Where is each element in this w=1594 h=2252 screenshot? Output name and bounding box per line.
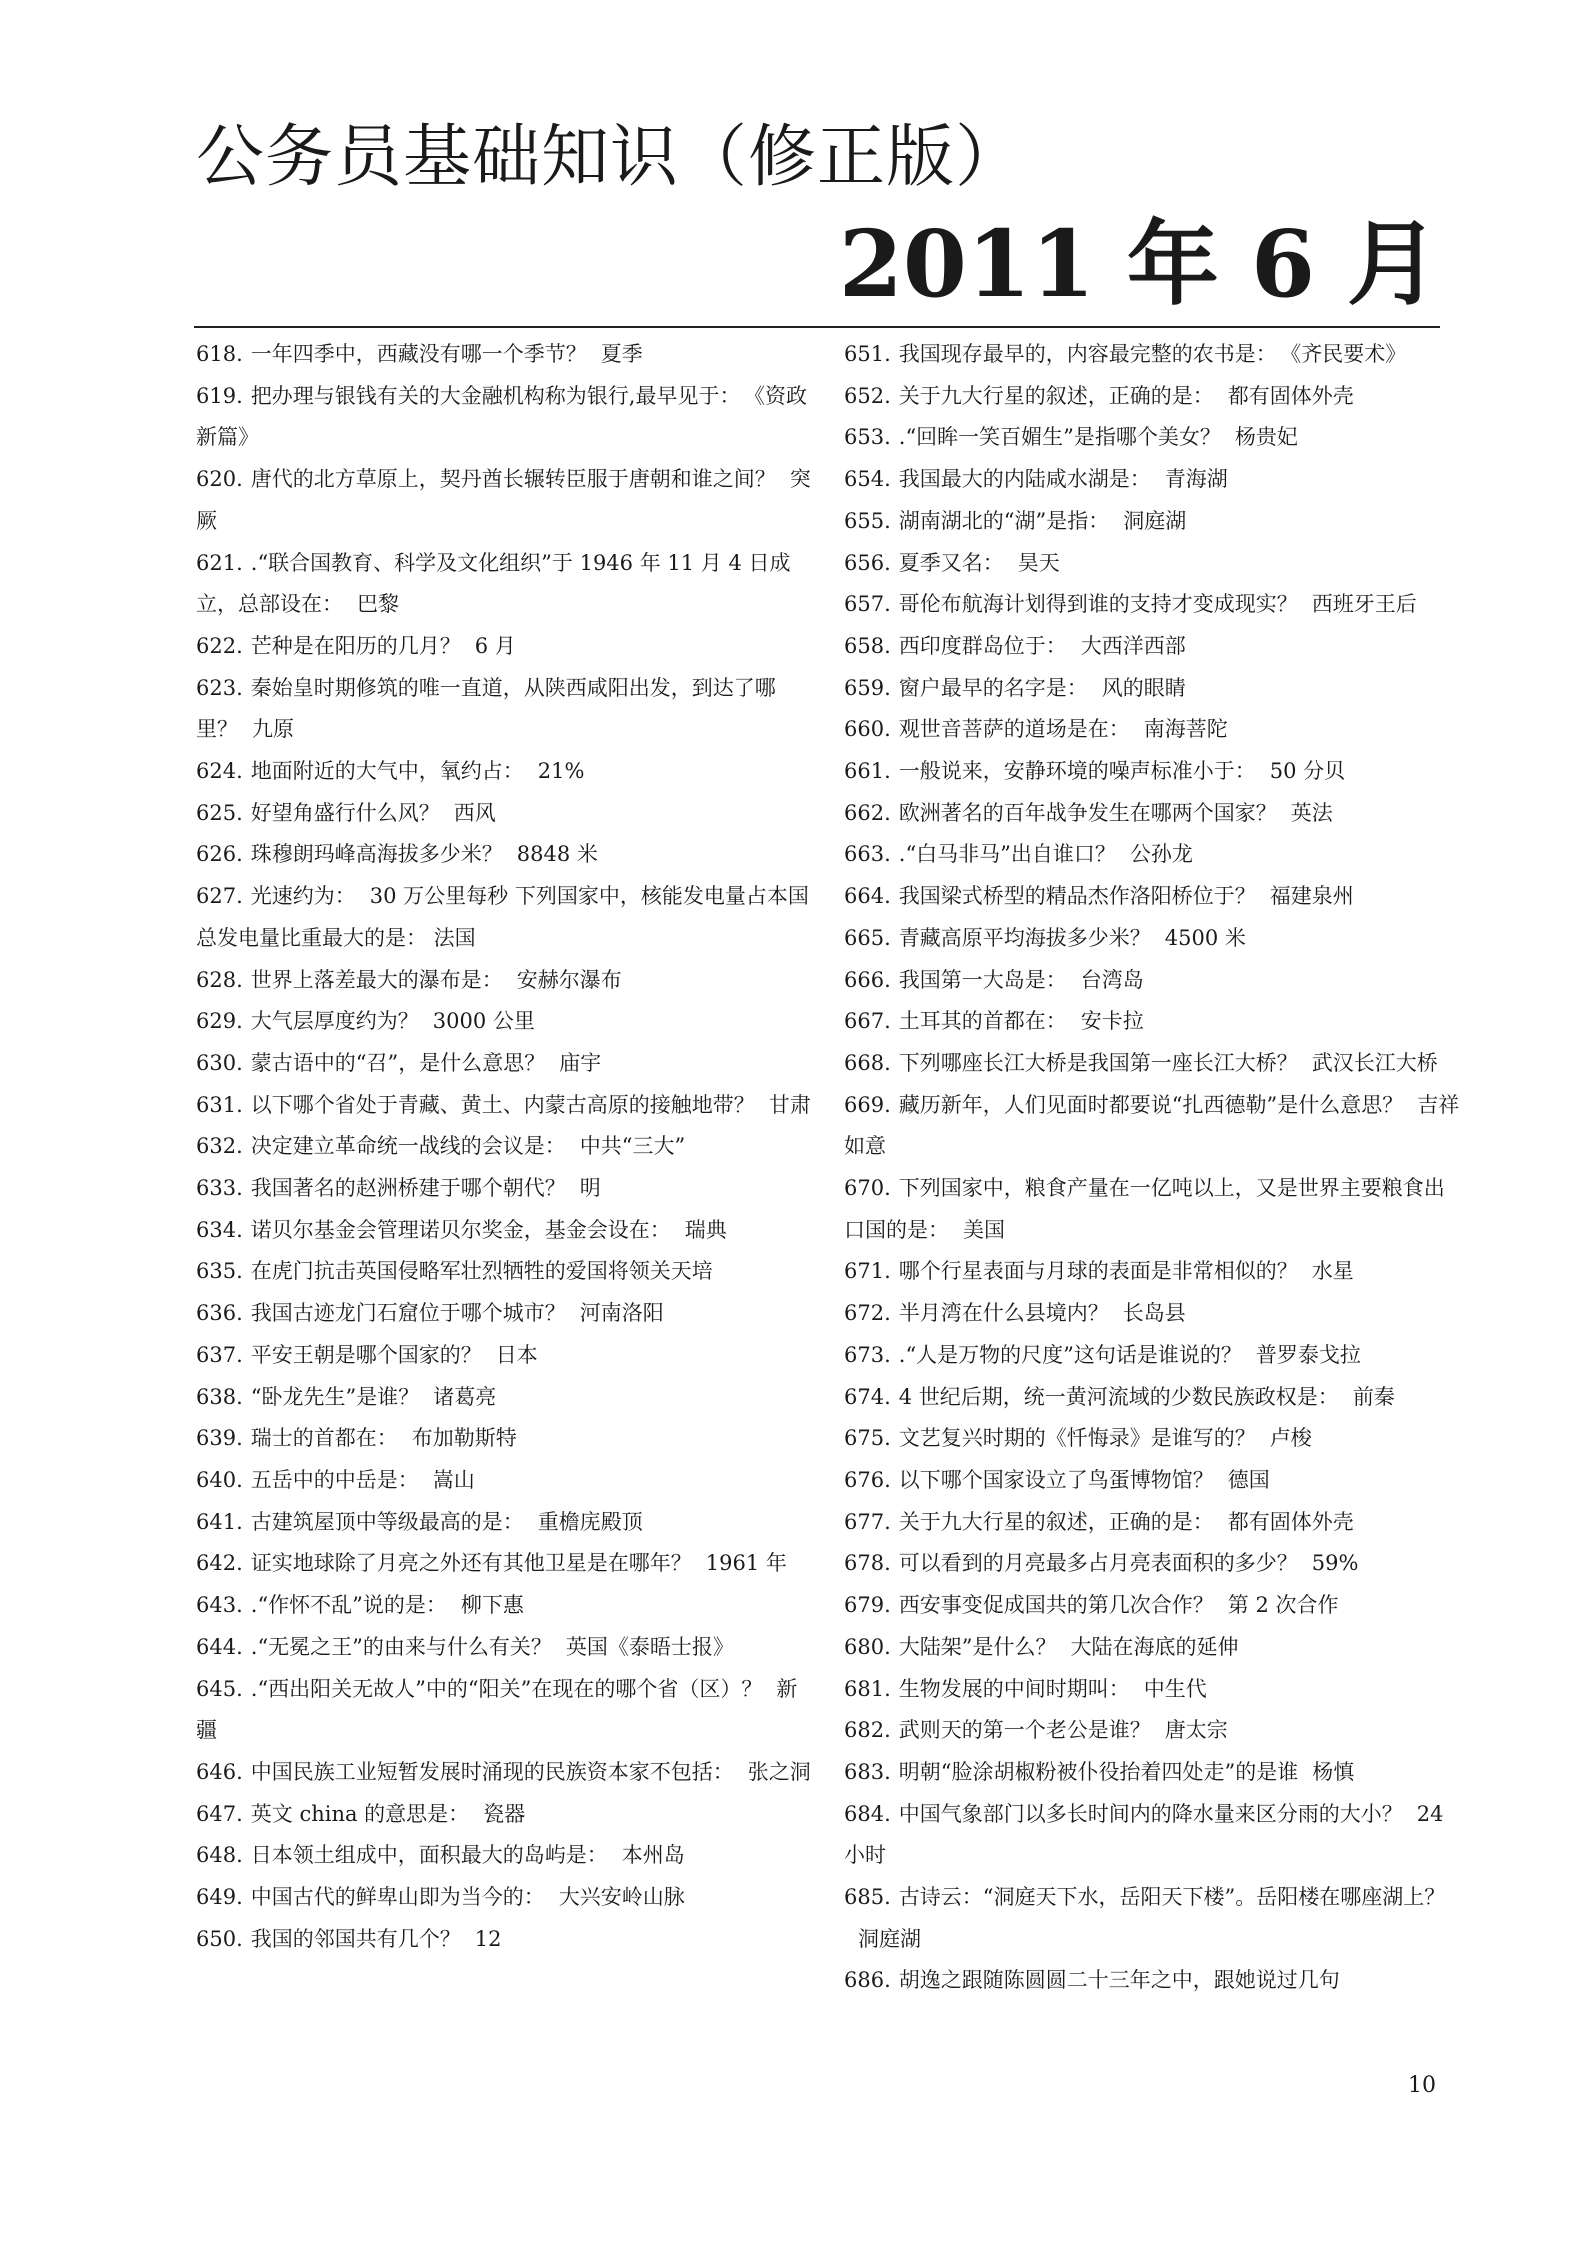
question-item (196, 1669, 816, 1752)
question-text: 西印度群岛位于： (898, 633, 1067, 658)
question-number: 659. (844, 675, 891, 700)
question-item (196, 1210, 816, 1252)
question-text: 芒种是在阳历的几月？ (250, 633, 461, 658)
answer-text: 南海菩陀 (1143, 717, 1228, 742)
question-text: 把办理与银钱有关的大金融机构称为银行,最早见于： (250, 383, 741, 408)
question-number: 632. (196, 1134, 243, 1159)
question-item (844, 1001, 1464, 1043)
question-item (844, 1251, 1464, 1293)
question-number: 656. (844, 550, 891, 575)
question-text: 我国著名的赵洲桥建于哪个朝代？ (250, 1176, 566, 1201)
question-text: .“回眸一笑百媚生”是指哪个美女？ (898, 425, 1221, 450)
answer-text: 大陆在海底的延伸 (1070, 1634, 1239, 1659)
question-item (196, 543, 816, 626)
question-text: 欧洲著名的百年战争发生在哪两个国家？ (898, 800, 1277, 825)
question-item (844, 1585, 1464, 1627)
question-item (196, 1794, 816, 1836)
question-item (196, 1502, 816, 1544)
answer-text: 英法 (1290, 800, 1333, 825)
question-item (844, 1293, 1464, 1335)
question-number: 657. (844, 592, 891, 617)
question-number: 675. (844, 1426, 891, 1451)
question-text: 下列哪座长江大桥是我国第一座长江大桥？ (898, 1050, 1298, 1075)
answer-text: 水星 (1311, 1259, 1354, 1284)
question-item (196, 334, 816, 376)
question-text: 秦始皇时期修筑的唯一直道，从陕西咸阳出发，到达了哪里？ (196, 675, 776, 742)
question-text: 蒙古语中的“召”，是什么意思？ (250, 1050, 546, 1075)
question-number: 654. (844, 467, 891, 492)
question-number: 636. (196, 1301, 243, 1326)
question-number: 619. (196, 383, 243, 408)
question-text: .“人是万物的尺度”这句话是谁说的？ (898, 1342, 1242, 1367)
question-item (844, 1752, 1464, 1794)
question-text: 中国民族工业短暂发展时涌现的民族资本家不包括： (250, 1759, 734, 1784)
answer-text: 巴黎 (357, 592, 399, 617)
question-item (844, 1877, 1464, 1960)
question-item (844, 918, 1464, 960)
question-number: 668. (844, 1050, 891, 1075)
question-text: 我国的邻国共有几个？ (250, 1926, 461, 1951)
answer-text: 九原 (252, 717, 294, 742)
answer-text: 柳下惠 (460, 1593, 524, 1618)
question-item (844, 1460, 1464, 1502)
question-item (844, 584, 1464, 626)
question-number: 658. (844, 633, 891, 658)
question-number: 664. (844, 884, 891, 909)
question-item (196, 1335, 816, 1377)
question-number: 653. (844, 425, 891, 450)
question-item (844, 1627, 1464, 1669)
question-text: 大气层厚度约为？ (250, 1009, 419, 1034)
question-text: 观世音菩萨的道场是在： (898, 717, 1130, 742)
question-item (196, 459, 816, 542)
answer-text: 新疆 (196, 1676, 798, 1743)
answer-text: 24 小时 (844, 1801, 1444, 1868)
question-item (844, 1502, 1464, 1544)
answer-text: 杨贵妃 (1234, 425, 1298, 450)
question-item (196, 1877, 816, 1919)
question-number: 629. (196, 1009, 243, 1034)
question-item (844, 793, 1464, 835)
answer-text: 德国 (1227, 1467, 1270, 1492)
question-text: 古建筑屋顶中等级最高的是： (250, 1509, 524, 1534)
answer-text: 重檐庑殿顶 (537, 1509, 643, 1534)
question-number: 638. (196, 1384, 243, 1409)
question-number: 627. (196, 884, 243, 909)
question-text: 好望角盛行什么风？ (250, 800, 440, 825)
answer-text: 前秦 (1352, 1384, 1395, 1409)
question-number: 645. (196, 1676, 243, 1701)
question-number: 676. (844, 1467, 891, 1492)
question-number: 672. (844, 1301, 891, 1326)
question-text: 可以看到的月亮最多占月亮表面积的多少？ (898, 1551, 1298, 1576)
question-text: .“白马非马”出自谁口？ (898, 842, 1116, 867)
question-number: 663. (844, 842, 891, 867)
answer-text: 庙宇 (559, 1050, 602, 1075)
question-text: 在虎门抗击英国侵略军壮烈牺牲的爱国将领关天培 (250, 1259, 713, 1284)
question-item (196, 834, 816, 876)
question-number: 643. (196, 1593, 243, 1618)
question-item (196, 793, 816, 835)
question-number: 669. (844, 1092, 891, 1117)
question-item (844, 626, 1464, 668)
question-text: 夏季又名： (898, 550, 1004, 575)
question-number: 641. (196, 1509, 243, 1534)
answer-text: 洞庭湖 (858, 1926, 921, 1951)
question-number: 637. (196, 1342, 243, 1367)
answer-text: 风的眼睛 (1101, 675, 1186, 700)
question-item (844, 960, 1464, 1002)
question-number: 666. (844, 967, 891, 992)
question-text: 关于九大行星的叙述，正确的是： (898, 383, 1214, 408)
answer-text: 瑞典 (684, 1217, 727, 1242)
question-item (196, 1085, 816, 1127)
answer-text: 12 (474, 1926, 502, 1951)
answer-text: 普罗泰戈拉 (1255, 1342, 1361, 1367)
question-text: 窗户最早的名字是： (898, 675, 1088, 700)
question-text: “卧龙先生”是谁？ (250, 1384, 420, 1409)
question-number: 626. (196, 842, 243, 867)
question-number: 644. (196, 1634, 243, 1659)
question-text: 生物发展的中间时期叫： (898, 1676, 1130, 1701)
question-item (844, 1669, 1464, 1711)
answer-text: 中生代 (1143, 1676, 1207, 1701)
question-number: 686. (844, 1968, 891, 1993)
answer-text: 武汉长江大桥 (1311, 1050, 1438, 1075)
answer-text: 卢梭 (1269, 1426, 1312, 1451)
question-item (844, 417, 1464, 459)
answer-text: 《资政新篇》 (196, 383, 807, 450)
question-text: 决定建立革命统一战线的会议是： (250, 1134, 566, 1159)
question-item (196, 1543, 816, 1585)
answer-text: 瓷器 (483, 1801, 526, 1826)
question-text: 中国古代的鲜卑山即为当今的： (250, 1885, 545, 1910)
question-item (844, 876, 1464, 918)
answer-text: 夏季 (600, 342, 643, 366)
answer-text: 台湾岛 (1080, 967, 1144, 992)
question-item (844, 668, 1464, 710)
question-number: 655. (844, 508, 891, 533)
answer-text: 21% (537, 759, 585, 784)
question-item (196, 626, 816, 668)
question-text: 湖南湖北的“湖”是指： (898, 508, 1110, 533)
question-item (844, 1085, 1464, 1168)
right-question-column (844, 334, 1464, 2002)
question-text: 诺贝尔基金会管理诺贝尔奖金，基金会设在： (250, 1217, 671, 1242)
answer-text: 吉祥如意 (844, 1092, 1460, 1159)
question-item (196, 1251, 816, 1293)
question-number: 621. (196, 550, 243, 575)
answer-text: 6 月 (474, 633, 516, 658)
question-text: 我国古迹龙门石窟位于哪个城市？ (250, 1301, 566, 1326)
answer-text: 中共“三大” (579, 1134, 686, 1159)
answer-text: 美国 (963, 1217, 1005, 1242)
answer-text: 都有固体外壳 (1227, 383, 1354, 408)
answer-text: 50 分贝 (1269, 759, 1346, 784)
question-item (196, 1126, 816, 1168)
question-item (196, 1001, 816, 1043)
question-text: 青藏高原平均海拔多少米？ (898, 925, 1151, 950)
question-number: 660. (844, 717, 891, 742)
question-number: 671. (844, 1259, 891, 1284)
answer-text: 英国《泰晤士报》 (565, 1634, 734, 1659)
answer-text: 安卡拉 (1080, 1009, 1144, 1034)
answer-text: 杨慎 (1312, 1759, 1355, 1784)
answer-text: 福建泉州 (1269, 884, 1354, 909)
question-number: 634. (196, 1217, 243, 1242)
question-item (196, 1293, 816, 1335)
question-text: 半月湾在什么县境内？ (898, 1301, 1109, 1326)
question-item (196, 1752, 816, 1794)
question-item (844, 709, 1464, 751)
page-number: 10 (1408, 2073, 1436, 2098)
question-number: 673. (844, 1342, 891, 1367)
question-text: 光速约为： (250, 884, 356, 909)
question-item (844, 334, 1464, 376)
question-item (844, 1043, 1464, 1085)
question-text: .“西出阳关无故人”中的“阳关”在现在的哪个省（区）？ (250, 1676, 763, 1701)
question-item (196, 960, 816, 1002)
question-number: 639. (196, 1426, 243, 1451)
question-item (844, 1543, 1464, 1585)
question-number: 661. (844, 759, 891, 784)
question-text: 武则天的第一个老公是谁？ (898, 1718, 1151, 1743)
question-item (844, 751, 1464, 793)
question-item (196, 376, 816, 459)
answer-text: 诸葛亮 (433, 1384, 497, 1409)
question-text: 我国最大的内陆咸水湖是： (898, 467, 1151, 492)
answer-text: 3000 公里 (432, 1009, 535, 1034)
answer-text: 长岛县 (1122, 1301, 1186, 1326)
question-item (196, 1168, 816, 1210)
question-number: 628. (196, 967, 243, 992)
question-text: 土耳其的首都在： (898, 1009, 1067, 1034)
question-item (196, 876, 816, 959)
question-number: 679. (844, 1593, 891, 1618)
question-number: 630. (196, 1050, 243, 1075)
question-text: 以下哪个省处于青藏、黄土、内蒙古高原的接触地带？ (250, 1092, 755, 1117)
answer-text: 第 2 次合作 (1227, 1593, 1339, 1618)
question-text: 哪个行星表面与月球的表面是非常相似的？ (898, 1259, 1298, 1284)
question-text: 日本领土组成中，面积最大的岛屿是： (250, 1843, 608, 1868)
question-text: 哥伦布航海计划得到谁的支持才变成现实？ (898, 592, 1298, 617)
question-item (196, 1835, 816, 1877)
question-number: 650. (196, 1926, 243, 1951)
answer-text: 昊天 (1017, 550, 1060, 575)
answer-text: 公孙龙 (1129, 842, 1193, 867)
question-item (844, 501, 1464, 543)
answer-text: 青海湖 (1164, 467, 1228, 492)
question-number: 625. (196, 800, 243, 825)
question-item (844, 1418, 1464, 1460)
question-text: 中国气象部门以多长时间内的降水量来区分雨的大小？ (898, 1801, 1403, 1826)
answer-text: 嵩山 (432, 1467, 475, 1492)
question-number: 649. (196, 1885, 243, 1910)
question-item (844, 1794, 1464, 1877)
question-item (844, 459, 1464, 501)
question-text: 以下哪个国家设立了鸟蛋博物馆？ (898, 1467, 1214, 1492)
question-text: 4 世纪后期，统一黄河流域的少数民族政权是： (898, 1384, 1339, 1409)
question-text: 世界上落差最大的瀑布是： (250, 967, 503, 992)
question-number: 674. (844, 1384, 891, 1409)
question-text: 平安王朝是哪个国家的？ (250, 1342, 482, 1367)
question-number: 651. (844, 342, 891, 366)
question-text: .“联合国教育、科学及文化组织”于 1946 年 11 月 4 日成立，总部设在： (196, 550, 791, 617)
question-text: 藏历新年，人们见面时都要说“扎西德勒”是什么意思？ (898, 1092, 1404, 1117)
question-item (196, 1460, 816, 1502)
question-text: .“无冕之王”的由来与什么有关？ (250, 1634, 552, 1659)
question-text: 我国第一大岛是： (898, 967, 1067, 992)
question-number: 685. (844, 1885, 891, 1910)
answer-text: 西班牙王后 (1311, 592, 1417, 617)
answer-text: 唐太宗 (1164, 1718, 1228, 1743)
document-date: 2011 年 6 月 (838, 210, 1439, 318)
question-item (196, 1627, 816, 1669)
question-number: 633. (196, 1176, 243, 1201)
answer-text: 59% (1311, 1551, 1359, 1576)
answer-text: 张之洞 (747, 1759, 811, 1784)
question-text: 我国现存最早的，内容最完整的农书是： (898, 342, 1277, 366)
question-number: 678. (844, 1551, 891, 1576)
question-text: 我国梁式桥型的精品杰作洛阳桥位于？ (898, 884, 1256, 909)
answer-text: 本州岛 (621, 1843, 685, 1868)
question-number: 631. (196, 1092, 243, 1117)
question-text: 关于九大行星的叙述，正确的是： (898, 1509, 1214, 1534)
question-number: 684. (844, 1801, 891, 1826)
question-item (844, 1710, 1464, 1752)
question-text: 古诗云：“洞庭天下水，岳阳天下楼”。岳阳楼在哪座湖上？ (898, 1885, 1446, 1910)
document-title: 公务员基础知识（修正版） (196, 118, 1025, 197)
question-text: 英文 china 的意思是： (250, 1801, 470, 1826)
question-item (196, 1585, 816, 1627)
question-item (844, 1168, 1464, 1251)
question-text: 珠穆朗玛峰高海拔多少米？ (250, 842, 503, 867)
question-number: 640. (196, 1467, 243, 1492)
answer-text: 布加勒斯特 (411, 1426, 517, 1451)
question-number: 618. (196, 342, 243, 366)
question-number: 682. (844, 1718, 891, 1743)
question-item (196, 1418, 816, 1460)
answer-text: 大兴安岭山脉 (558, 1885, 685, 1910)
answer-text: 4500 米 (1164, 925, 1246, 950)
answer-text: 洞庭湖 (1123, 508, 1187, 533)
question-number: 642. (196, 1551, 243, 1576)
answer-text: 甘肃 (768, 1092, 811, 1117)
answer-text: 30 万公里每秒 下列国家中，核能发电量占本国总发电量比重最大的是： 法国 (196, 884, 809, 950)
answer-text: 河南洛阳 (579, 1301, 664, 1326)
question-number: 677. (844, 1509, 891, 1534)
answer-text: 突厥 (196, 467, 811, 533)
question-number: 665. (844, 925, 891, 950)
question-text: 大陆架”是什么？ (898, 1634, 1057, 1659)
question-item (844, 1335, 1464, 1377)
question-text: 五岳中的中岳是： (250, 1467, 419, 1492)
question-text: .“作怀不乱”说的是： (250, 1593, 447, 1618)
question-text: 瑞士的首都在： (250, 1426, 398, 1451)
answer-text: 1961 年 (705, 1551, 787, 1576)
question-number: 652. (844, 383, 891, 408)
question-text: 证实地球除了月亮之外还有其他卫星是在哪年？ (250, 1551, 692, 1576)
question-number: 646. (196, 1759, 243, 1784)
answer-text: 明 (579, 1176, 601, 1201)
answer-text: 《齐民要术》 (1290, 342, 1407, 366)
question-item (196, 1377, 816, 1419)
question-text: 下列国家中，粮食产量在一亿吨以上，又是世界主要粮食出口国的是： (844, 1176, 1445, 1242)
question-text: 文艺复兴时期的《忏悔录》是谁写的？ (898, 1426, 1256, 1451)
question-number: 648. (196, 1843, 243, 1868)
question-item (196, 751, 816, 793)
question-number: 647. (196, 1801, 243, 1826)
question-text: 胡逸之跟随陈圆圆二十三年之中，跟她说过几句 (898, 1968, 1340, 1993)
question-number: 623. (196, 675, 243, 700)
question-item (196, 668, 816, 751)
question-text: 一般说来，安静环境的噪声标准小于： (898, 759, 1256, 784)
question-number: 683. (844, 1759, 891, 1784)
question-number: 670. (844, 1176, 891, 1201)
answer-text: 日本 (495, 1342, 538, 1367)
answer-text: 8848 米 (516, 842, 598, 867)
question-item (844, 1377, 1464, 1419)
question-text: 明朝“脸涂胡椒粉被仆役抬着四处走”的是谁 (898, 1759, 1299, 1784)
question-item (844, 834, 1464, 876)
left-question-column (196, 334, 816, 1960)
question-number: 635. (196, 1259, 243, 1284)
question-item (196, 1919, 816, 1961)
question-number: 667. (844, 1009, 891, 1034)
question-item (844, 1960, 1464, 2002)
question-number: 620. (196, 467, 243, 492)
question-item (196, 1043, 816, 1085)
answer-text: 西风 (453, 800, 496, 825)
question-number: 681. (844, 1676, 891, 1701)
question-text: 唐代的北方草原上，契丹酋长辗转臣服于唐朝和谁之间？ (250, 467, 776, 492)
question-number: 662. (844, 800, 891, 825)
answer-text: 大西洋西部 (1080, 633, 1186, 658)
question-number: 680. (844, 1634, 891, 1659)
answer-text: 安赫尔瀑布 (516, 967, 622, 992)
header-divider (194, 326, 1440, 328)
question-text: 西安事变促成国共的第几次合作？ (898, 1593, 1214, 1618)
question-number: 622. (196, 633, 243, 658)
question-item (844, 543, 1464, 585)
question-number: 624. (196, 759, 243, 784)
answer-text: 都有固体外壳 (1227, 1509, 1354, 1534)
question-text: 地面附近的大气中，氧约占： (250, 759, 524, 784)
question-text: 一年四季中，西藏没有哪一个季节？ (250, 342, 587, 366)
question-item (844, 376, 1464, 418)
